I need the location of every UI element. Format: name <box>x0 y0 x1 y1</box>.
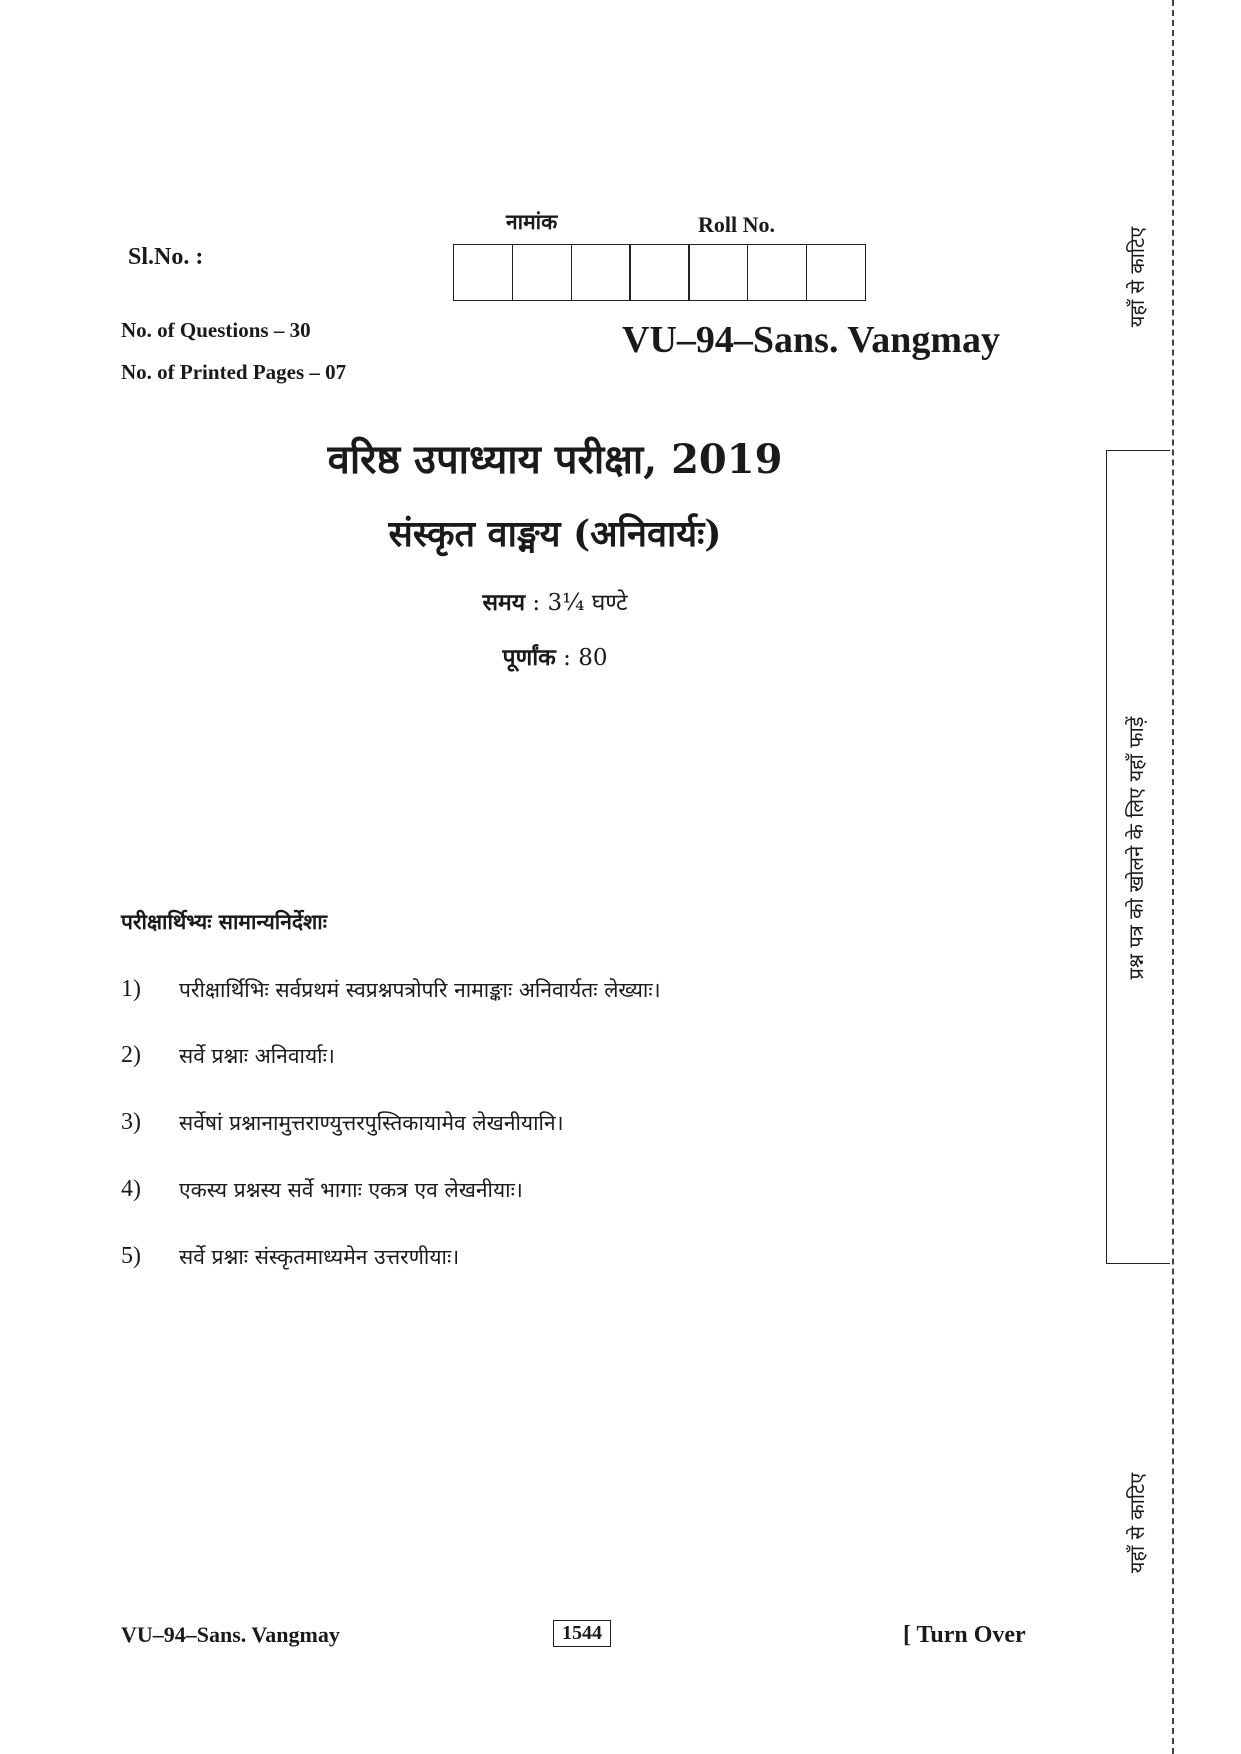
roll-number-label: Roll No. <box>698 212 775 237</box>
turn-over-note: [ Turn Over <box>903 1622 1026 1648</box>
instruction-text: सर्वे प्रश्नाः अनिवार्याः। <box>179 1044 335 1068</box>
roll-digit-box[interactable] <box>747 244 807 301</box>
roll-digit-box[interactable] <box>806 244 866 301</box>
instruction-text: एकस्य प्रश्नस्य सर्वे भागाः एकत्र एव लेखनीयाः। <box>179 1178 523 1202</box>
number-of-pages: No. of Printed Pages – 07 <box>121 360 347 384</box>
instruction-number: 4) <box>121 1176 141 1202</box>
number-of-questions: No. of Questions – 30 <box>121 318 311 342</box>
maximum-marks <box>0 640 1110 672</box>
instruction-item <box>121 1243 459 1271</box>
instruction-text: सर्वे प्रश्नाः संस्कृतमाध्यमेन उत्तरणीयाः। <box>179 1245 460 1269</box>
serial-number-label: Sl.No. : <box>128 244 204 270</box>
instruction-item <box>121 1042 335 1070</box>
roll-digit-box[interactable] <box>688 244 748 301</box>
roll-digit-box[interactable] <box>571 244 631 301</box>
time-allowed <box>0 585 1110 617</box>
instruction-number: 5) <box>121 1243 141 1269</box>
cut-here-bottom-text: यहाँ से काटिए <box>1125 1472 1149 1574</box>
roll-number-boxes <box>453 244 866 301</box>
subject-title: संस्कृत वाङ्मय (अनिवार्यः) <box>388 513 722 555</box>
footer-paper-code: VU–94–Sans. Vangmay <box>121 1622 340 1647</box>
instruction-text: सर्वेषां प्रश्नानामुत्तराण्युत्तरपुस्तिकायामेव लेखनीयानि। <box>179 1111 564 1135</box>
roll-digit-box[interactable] <box>453 244 513 301</box>
exam-title: वरिष्ठ उपाध्याय परीक्षा, 2019 <box>327 436 783 483</box>
tear-here-text: प्रश्न पत्र को खोलने के लिए यहाँ फाड़ें <box>1124 716 1148 980</box>
roll-digit-box[interactable] <box>629 244 689 301</box>
cut-here-top-text: यहाँ से काटिए <box>1125 226 1149 328</box>
instruction-text: परीक्षार्थिभिः सर्वप्रथमं स्वप्रश्नपत्रोपरि नामाङ्काः अनिवार्यतः लेख्याः। <box>179 978 661 1002</box>
instructions-heading: परीक्षार्थिभ्यः सामान्यनिर्देशाः <box>121 909 327 934</box>
marks-label: पूर्णांक <box>502 644 556 671</box>
instruction-item <box>121 976 661 1004</box>
namank-label: नामांक <box>506 209 558 234</box>
instruction-item <box>121 1176 523 1204</box>
paper-code: VU–94–Sans. Vangmay <box>622 319 1000 361</box>
instruction-number: 1) <box>121 976 141 1002</box>
cut-line <box>1172 0 1174 1754</box>
instruction-number: 3) <box>121 1109 141 1135</box>
time-value: : 3¼ घण्टे <box>525 590 628 616</box>
instruction-number: 2) <box>121 1042 141 1068</box>
time-label: समय <box>482 589 526 616</box>
roll-digit-box[interactable] <box>512 244 572 301</box>
footer-page-number: 1544 <box>553 1620 611 1647</box>
instruction-item <box>121 1109 564 1137</box>
marks-value: : 80 <box>555 645 608 671</box>
